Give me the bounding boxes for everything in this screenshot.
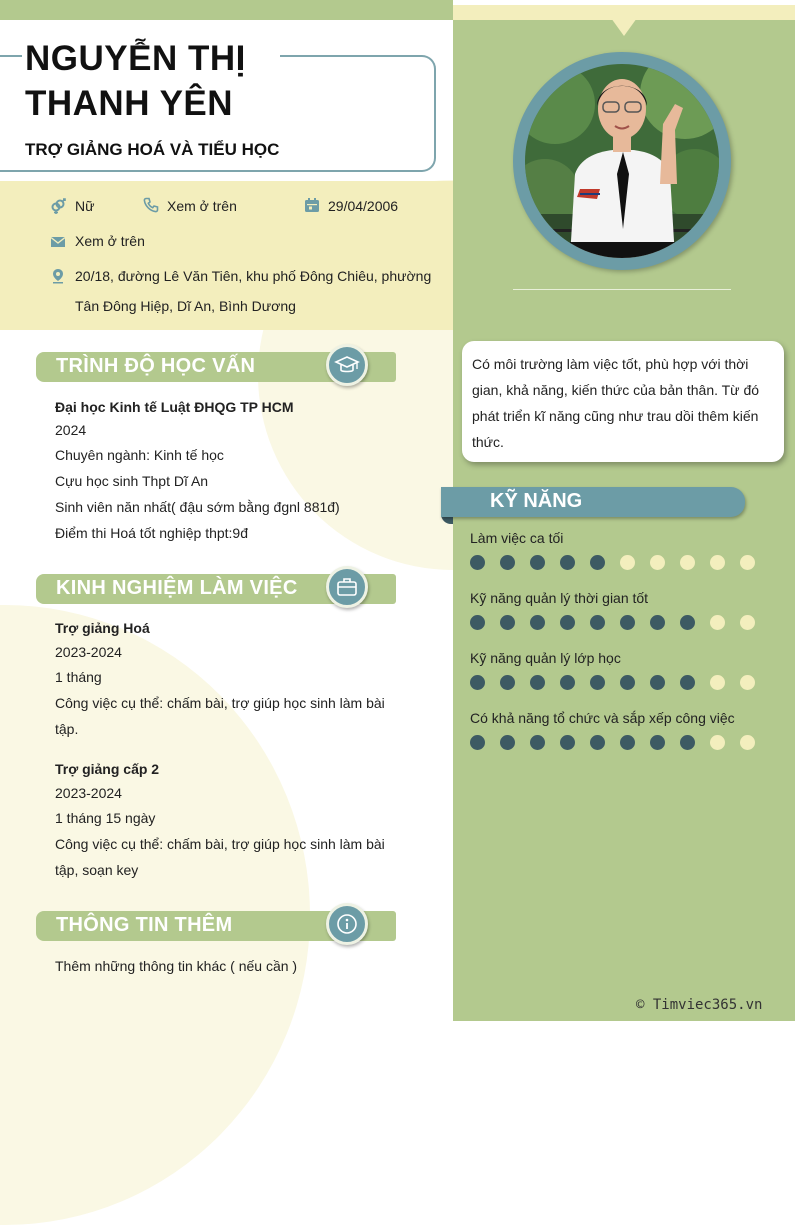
rating-dot-filled [650, 735, 665, 750]
job-role: Trợ giảng Hoá [55, 620, 150, 636]
job-period: 2023-2024 [55, 785, 122, 801]
rating-dot-empty [620, 555, 635, 570]
avatar-photo [525, 64, 719, 258]
name-line-2: THANH YÊN [25, 84, 234, 123]
job-desc: tập. [55, 721, 79, 737]
rating-dot-empty [650, 555, 665, 570]
rating-dot-filled [590, 675, 605, 690]
footer-credit: © Timviec365.vn [636, 997, 763, 1013]
avatar [525, 64, 719, 258]
rating-dot-filled [500, 675, 515, 690]
section-skills-header [441, 487, 745, 517]
rating-dot-empty [710, 675, 725, 690]
job-title: TRỢ GIẢNG HOÁ VÀ TIỂU HỌC [25, 140, 280, 159]
avatar-divider [513, 289, 731, 290]
education-line: Điểm thi Hoá tốt nghiệp thpt:9đ [55, 525, 249, 541]
graduation-cap-icon [326, 344, 368, 386]
rating-dot-filled [560, 615, 575, 630]
skill-rating [470, 615, 770, 631]
top-strip [0, 0, 453, 20]
skill-name: Làm việc ca tối [470, 530, 564, 546]
birthday-value: 29/04/2006 [328, 198, 399, 214]
section-extra-header [36, 911, 396, 941]
rating-dot-filled [620, 735, 635, 750]
rating-dot-filled [500, 735, 515, 750]
rating-dot-filled [560, 735, 575, 750]
job-role: Trợ giảng cấp 2 [55, 761, 160, 777]
objective-box [462, 341, 784, 462]
section-education-title: TRÌNH ĐỘ HỌC VẤN [56, 355, 256, 377]
job-duration: 1 tháng [55, 669, 102, 685]
briefcase-icon [326, 566, 368, 608]
gender-icon [50, 198, 66, 214]
candidate-name [25, 36, 246, 126]
address-line-1: 20/18, đường Lê Văn Tiên, khu phố Đông Chiêu, phường [75, 268, 432, 284]
job-desc: Công việc cụ thể: chấm bài, trợ giúp học sinh làm bài [55, 836, 385, 852]
rating-dot-empty [710, 615, 725, 630]
rating-dot-filled [530, 675, 545, 690]
section-extra-title: THÔNG TIN THÊM [56, 914, 233, 936]
rating-dot-filled [500, 555, 515, 570]
rating-dot-filled [650, 615, 665, 630]
rating-dot-filled [500, 615, 515, 630]
skill-name: Kỹ năng quản lý thời gian tốt [470, 590, 649, 606]
rating-dot-filled [470, 675, 485, 690]
rating-dot-filled [530, 555, 545, 570]
rating-dot-filled [590, 615, 605, 630]
calendar-icon [304, 197, 320, 213]
rating-dot-filled [530, 615, 545, 630]
education-line: Sinh viên năn nhất( đậu sớm bằng đgnl 881đ) [55, 499, 340, 515]
rating-dot-empty [740, 615, 755, 630]
address-line-2: Tân Đông Hiệp, Dĩ An, Bình Dương [75, 298, 296, 314]
rating-dot-empty [740, 555, 755, 570]
skill-rating [470, 555, 770, 571]
section-experience-title: KINH NGHIỆM LÀM VIỆC [56, 577, 298, 599]
rating-dot-filled [650, 675, 665, 690]
rating-dot-filled [470, 735, 485, 750]
extra-text: Thêm những thông tin khác ( nếu cần ) [55, 958, 298, 974]
phone-icon [143, 197, 159, 213]
rating-dot-filled [530, 735, 545, 750]
rating-dot-filled [620, 675, 635, 690]
location-icon [50, 268, 66, 284]
job-desc: tập, soạn key [55, 862, 139, 878]
info-icon [326, 903, 368, 945]
education-school: Đại học Kinh tế Luật ĐHQG TP HCM [55, 399, 294, 415]
job-desc: Công việc cụ thể: chấm bài, trợ giúp học sinh làm bài [55, 695, 385, 711]
contact-panel [0, 181, 453, 330]
rating-dot-filled [680, 735, 695, 750]
rating-dot-filled [620, 615, 635, 630]
rating-dot-empty [740, 675, 755, 690]
email-icon [50, 234, 66, 250]
gender-value: Nữ [75, 198, 95, 214]
rating-dot-filled [560, 555, 575, 570]
objective-text: Có môi trường làm việc tốt, phù hợp với thời gian, khả năng, kiến thức của bản thân. Từ đó phát triển kĩ năng cũng như trau dồi thêm kiến thức. [472, 356, 760, 450]
rating-dot-filled [590, 555, 605, 570]
rating-dot-empty [710, 735, 725, 750]
section-skills-title: KỸ NĂNG [490, 490, 583, 512]
skill-name: Kỹ năng quản lý lớp học [470, 650, 621, 666]
rating-dot-filled [470, 615, 485, 630]
education-line: Cựu học sinh Thpt Dĩ An [55, 473, 209, 489]
rating-dot-filled [590, 735, 605, 750]
job-period: 2023-2024 [55, 644, 122, 660]
rating-dot-empty [680, 555, 695, 570]
skill-name: Có khả năng tổ chức và sắp xếp công việc [470, 710, 735, 726]
notch-decor [611, 18, 637, 36]
section-experience-header [36, 574, 396, 604]
education-year: 2024 [55, 422, 87, 438]
skill-rating [470, 675, 770, 691]
section-education-header [36, 352, 396, 382]
rating-dot-filled [470, 555, 485, 570]
job-duration: 1 tháng 15 ngày [55, 810, 156, 826]
rating-dot-empty [740, 735, 755, 750]
rating-dot-filled [560, 675, 575, 690]
rating-dot-empty [710, 555, 725, 570]
name-line-1: NGUYỄN THỊ [25, 39, 246, 78]
phone-value: Xem ở trên [167, 198, 237, 214]
rating-dot-filled [680, 675, 695, 690]
rating-dot-filled [680, 615, 695, 630]
skill-rating [470, 735, 770, 751]
education-major: Chuyên ngành: Kinh tế học [55, 447, 224, 463]
email-value: Xem ở trên [75, 233, 145, 249]
